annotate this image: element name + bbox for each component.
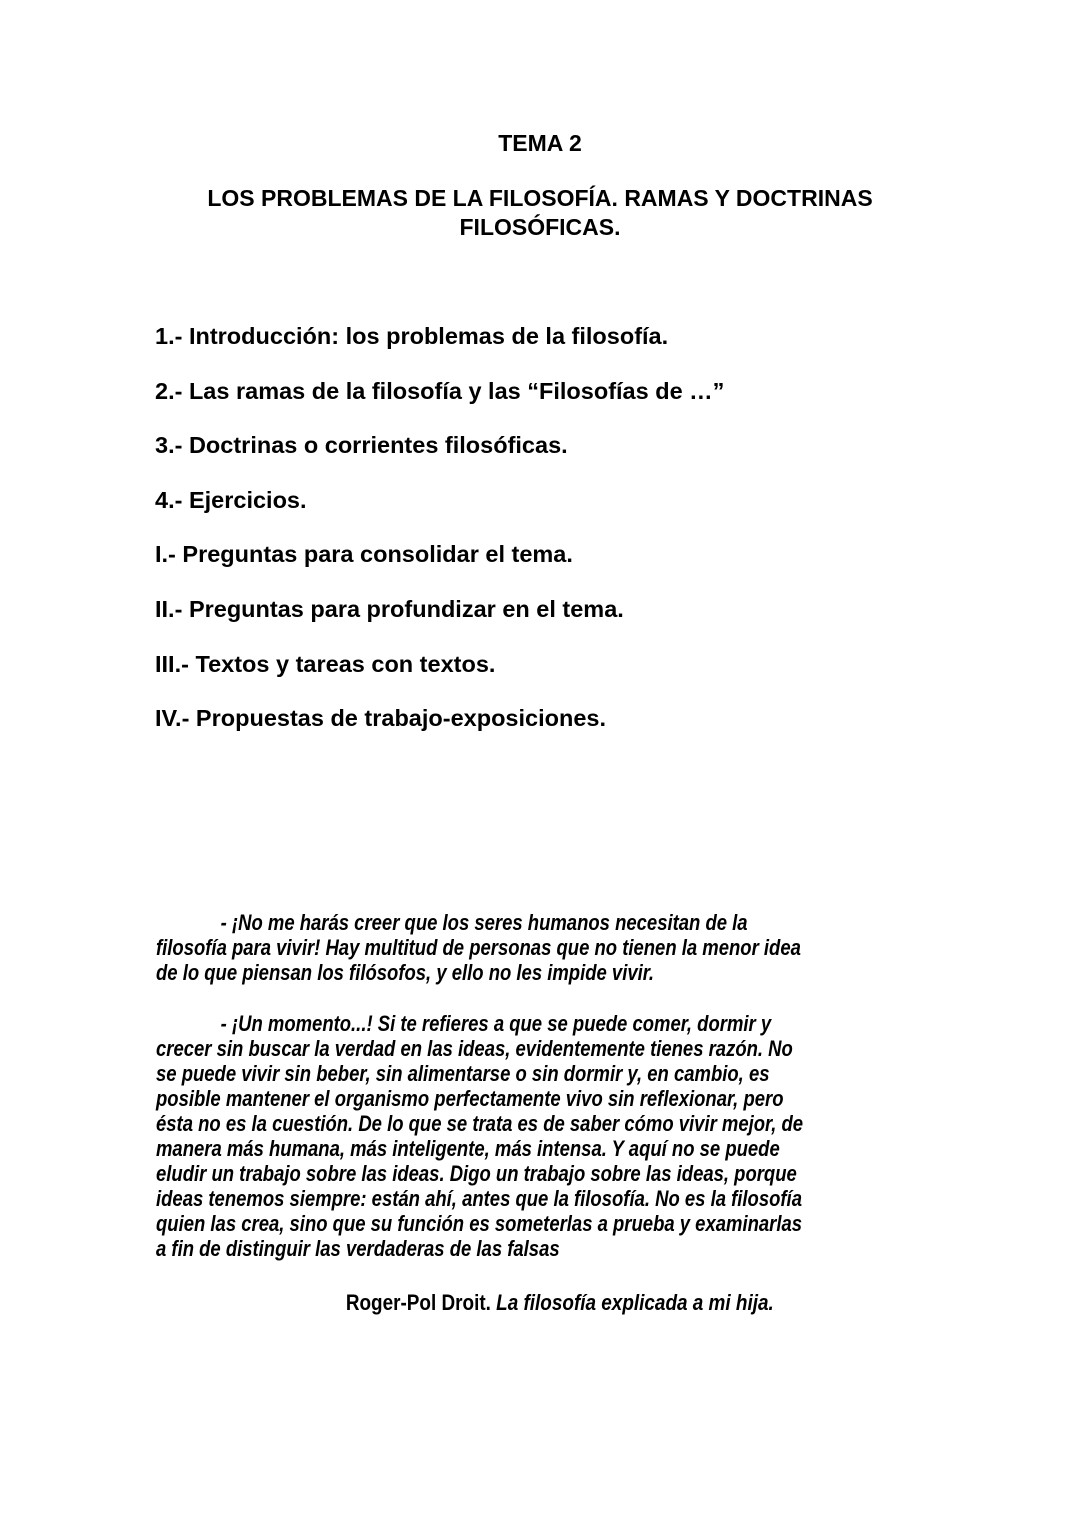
quote-line: ésta no es la cuestión. De lo que se trata es de saber cómo vivir mejor, de bbox=[156, 1111, 804, 1136]
quote-line: ideas tenemos siempre: están ahí, antes que la filosofía. No es la filosofía bbox=[156, 1186, 802, 1211]
quote-line: posible mantener el organismo perfectamente vivo sin reflexionar, pero bbox=[156, 1086, 784, 1111]
title-line-2: FILOSÓFICAS. bbox=[459, 214, 621, 240]
quote-line: crecer sin buscar la verdad en las ideas, evidentemente tienes razón. No bbox=[156, 1036, 793, 1061]
quote-line: - ¡No me harás creer que los seres humanos necesitan de la bbox=[220, 910, 748, 935]
toc-item: 3.- Doctrinas o corrientes filosóficas. bbox=[155, 432, 568, 458]
quote-line: - ¡Un momento...! Si te refieres a que se puede comer, dormir y bbox=[220, 1011, 772, 1036]
citation-book: La filosofía explicada a mi hija. bbox=[496, 1290, 774, 1315]
quote-line: a fin de distinguir las verdaderas de las falsas bbox=[156, 1236, 560, 1261]
toc-item: IV.- Propuestas de trabajo-exposiciones. bbox=[155, 705, 606, 731]
quote-line: se puede vivir sin beber, sin alimentarse o sin dormir y, en cambio, es bbox=[156, 1061, 770, 1086]
title-line-1: LOS PROBLEMAS DE LA FILOSOFÍA. RAMAS Y DOCTRINAS bbox=[207, 185, 873, 211]
page-title bbox=[0, 184, 1080, 242]
citation bbox=[0, 1290, 1080, 1316]
quote-line: eludir un trabajo sobre las ideas. Digo un trabajo sobre las ideas, porque bbox=[156, 1161, 797, 1186]
toc-item: 1.- Introducción: los problemas de la filosofía. bbox=[155, 323, 669, 349]
quote-line: quien las crea, sino que su función es someterlas a prueba y examinarlas bbox=[156, 1211, 803, 1236]
toc-item: III.- Textos y tareas con textos. bbox=[155, 651, 496, 677]
toc-item: II.- Preguntas para profundizar en el tema. bbox=[155, 596, 624, 622]
quote-line: de lo que piensan los filósofos, y ello no les impide vivir. bbox=[156, 960, 655, 985]
tema-heading: TEMA 2 bbox=[498, 130, 582, 156]
quote-line: filosofía para vivir! Hay multitud de personas que no tienen la menor idea bbox=[156, 935, 801, 960]
citation-author: Roger-Pol Droit. bbox=[346, 1290, 492, 1315]
toc-item: 2.- Las ramas de la filosofía y las “Filosofías de …” bbox=[155, 378, 725, 404]
toc-item: I.- Preguntas para consolidar el tema. bbox=[155, 541, 573, 567]
quote-line: manera más humana, más inteligente, más intensa. Y aquí no se puede bbox=[156, 1136, 780, 1161]
toc-item: 4.- Ejercicios. bbox=[155, 487, 307, 513]
